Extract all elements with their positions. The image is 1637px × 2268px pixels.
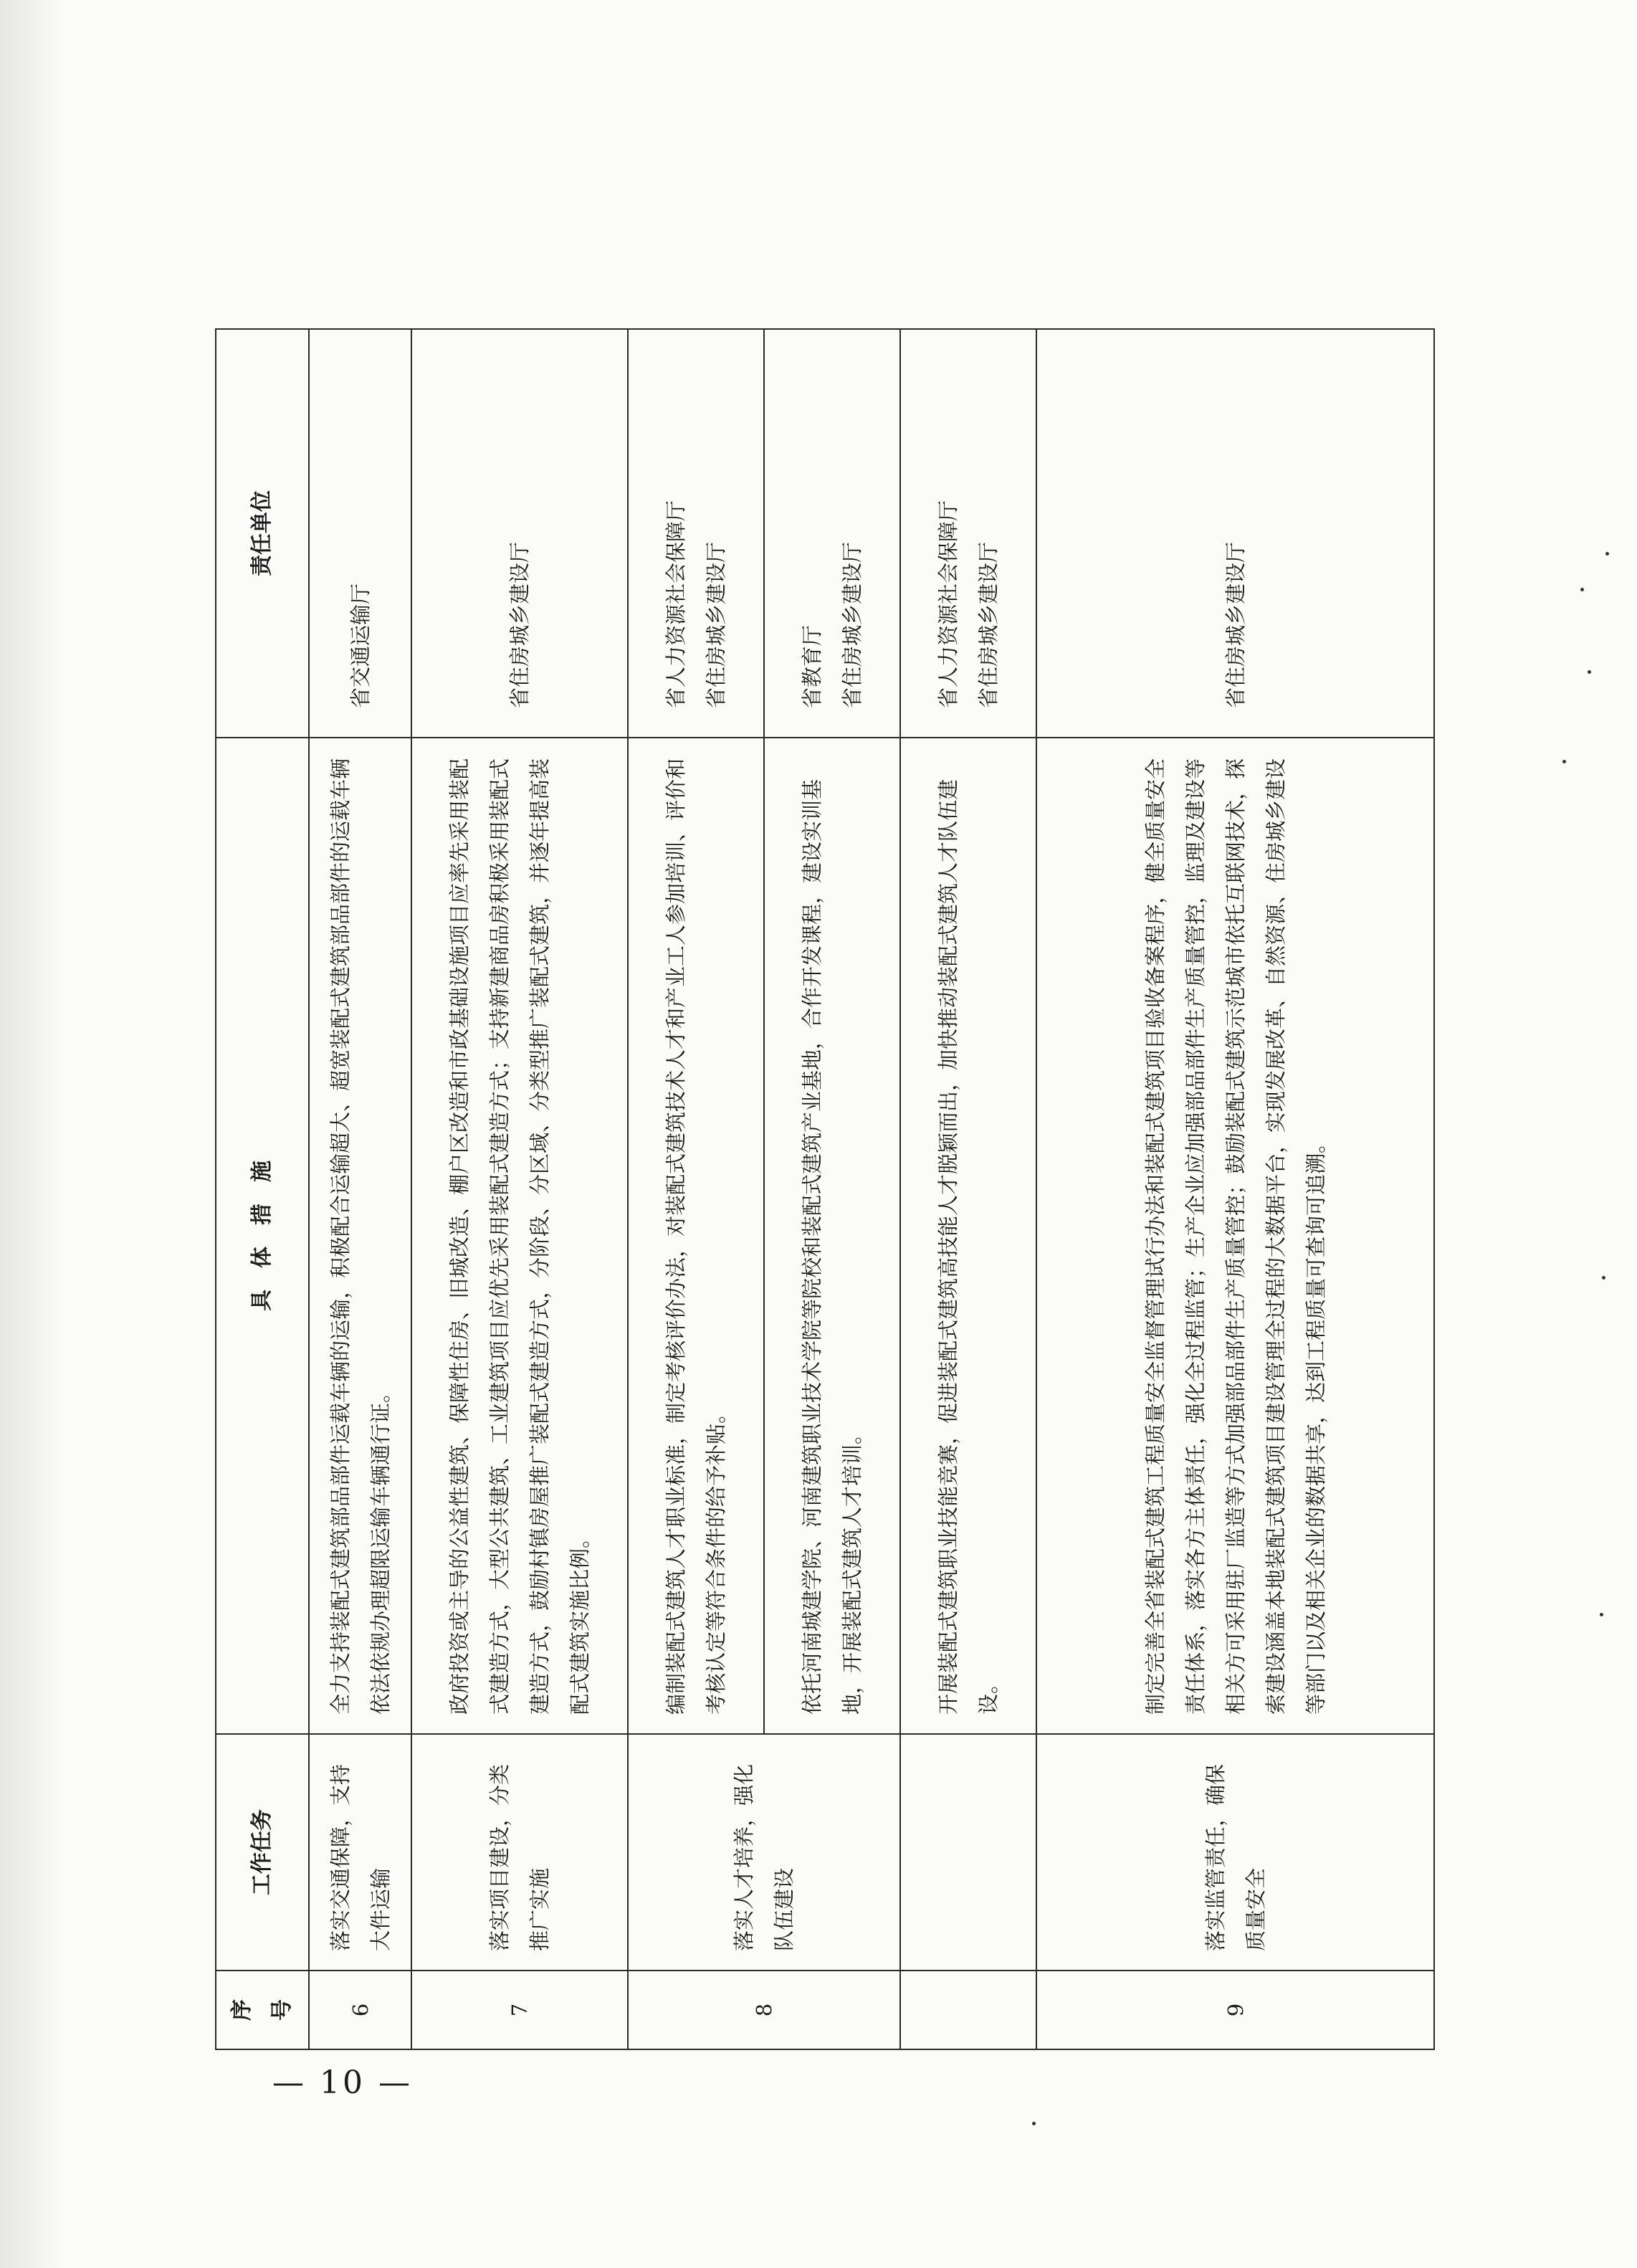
unit-name: 省住房城乡建设厅 bbox=[704, 541, 728, 708]
row-unit bbox=[1036, 329, 1434, 738]
header-measure: 具 体 措 施 bbox=[216, 738, 309, 1734]
row-measure: 全力支持装配式建筑部品部件运载车辆的运输，积极配合运输超大、超宽装配式建筑部品部件的运载车辆依法依规办理超限运输车辆通行证。 bbox=[309, 738, 411, 1734]
table-header-row bbox=[216, 329, 309, 2049]
row-measure: 依托河南城建学院、河南建筑职业技术学院等院校和装配式建筑产业基地，合作开发课程，建设实训基地，开展装配式建筑人才培训。 bbox=[764, 738, 900, 1734]
scan-speck bbox=[1562, 760, 1566, 763]
unit-name: 省住房城乡建设厅 bbox=[1223, 541, 1248, 708]
unit-name: 省人力资源社会保障厅 bbox=[936, 500, 960, 708]
unit-name: 省教育厅 bbox=[800, 624, 824, 708]
unit-name: 省住房城乡建设厅 bbox=[840, 541, 864, 708]
table-row bbox=[900, 329, 1036, 2049]
row-num: 7 bbox=[411, 1971, 628, 2049]
scan-speck bbox=[1580, 588, 1584, 591]
unit-name: 省住房城乡建设厅 bbox=[976, 541, 1001, 708]
scan-speck bbox=[1032, 2122, 1036, 2125]
row-num bbox=[900, 1971, 1036, 2049]
unit-name: 省住房城乡建设厅 bbox=[507, 541, 532, 708]
measures-table bbox=[215, 328, 1435, 2050]
table-row bbox=[1036, 329, 1434, 2049]
row-unit bbox=[628, 329, 764, 738]
row-task: 落实人才培养，强化队伍建设 bbox=[628, 1734, 900, 1971]
row-num: 9 bbox=[1036, 1971, 1434, 2049]
row-task bbox=[900, 1734, 1036, 1971]
row-num: 6 bbox=[309, 1971, 411, 2049]
row-unit bbox=[764, 329, 900, 738]
scan-speck bbox=[1588, 670, 1591, 674]
unit-name: 省人力资源社会保障厅 bbox=[664, 500, 688, 708]
rotated-table-container bbox=[215, 330, 1433, 2050]
table-row bbox=[411, 329, 628, 2049]
row-unit bbox=[900, 329, 1036, 738]
row-measure: 政府投资或主导的公益性建筑、保障性住房、旧城改造、棚户区改造和市政基础设施项目应率先采用装配式建造方式，大型公共建筑、工业建筑项目应优先采用装配式建造方式；支持新建商品房积极采用装配式建造方式，鼓励村镇房屋推广装配式建造方式，分阶段、分区域、分类型推广装配式建筑，并逐年提高装配式建筑实施比例。 bbox=[411, 738, 628, 1734]
row-measure: 制定完善全省装配式建筑工程质量安全监督管理试行办法和装配式建筑项目验收备案程序，健全质量安全责任体系，落实各方主体责任，强化全过程监管；生产企业应加强部品部件生产质量管控，监理及建设等相关方可采用驻厂监造等方式加强部品部件生产质量管控；鼓励装配式建筑示范城市依托互联网技术，探索建设涵盖本地装配式建筑项目建设管理全过程的大数据平台，实现发展改革、自然资源、住房城乡建设等部门以及相关企业的数据共享，达到工程质量可查询可追溯。 bbox=[1036, 738, 1434, 1734]
row-task: 落实监管责任，确保质量安全 bbox=[1036, 1734, 1434, 1971]
header-task: 工作任务 bbox=[216, 1734, 309, 1971]
row-num: 8 bbox=[628, 1971, 900, 2049]
table-row bbox=[309, 329, 411, 2049]
scan-speck bbox=[1600, 1613, 1603, 1616]
row-unit bbox=[411, 329, 628, 738]
row-measure: 开展装配式建筑职业技能竞赛，促进装配式建筑高技能人才脱颖而出，加快推动装配式建筑人才队伍建设。 bbox=[900, 738, 1036, 1734]
table-row bbox=[628, 329, 764, 2049]
row-task: 落实项目建设，分类推广实施 bbox=[411, 1734, 628, 1971]
scan-speck bbox=[1605, 552, 1609, 556]
row-unit bbox=[309, 329, 411, 738]
scan-shadow bbox=[0, 0, 65, 2268]
scan-speck bbox=[1602, 1276, 1605, 1280]
row-measure: 编制装配式建筑人才职业标准，制定考核评价办法，对装配式建筑技术人才和产业工人参加培训、评价和考核认定等符合条件的给予补贴。 bbox=[628, 738, 764, 1734]
row-task: 落实交通保障，支持大件运输 bbox=[309, 1734, 411, 1971]
unit-name: 省交通运输厅 bbox=[348, 583, 373, 708]
header-num: 序号 bbox=[216, 1971, 309, 2049]
header-unit: 责任单位 bbox=[216, 329, 309, 738]
page-number: — 10 — bbox=[272, 2064, 413, 2101]
